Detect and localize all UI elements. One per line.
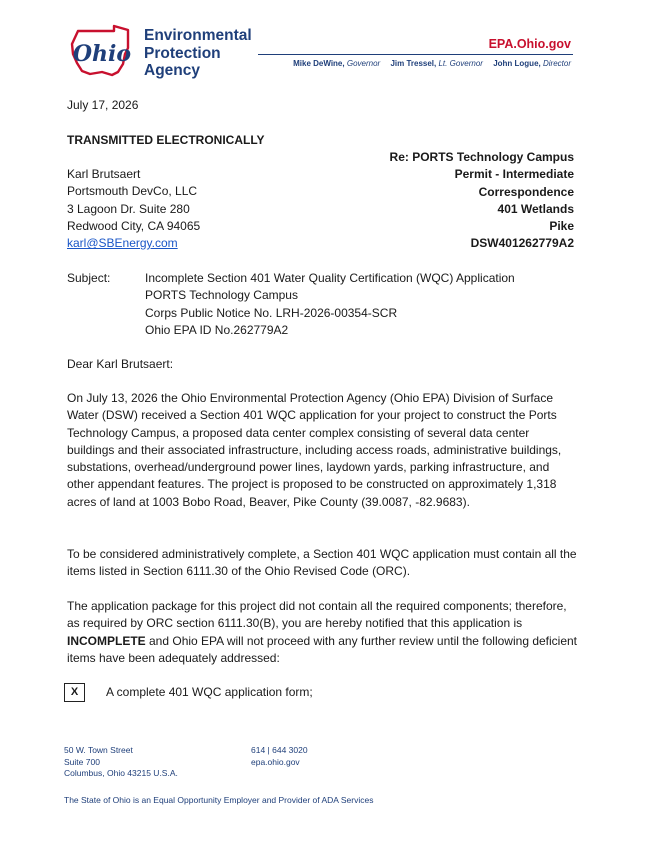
recipient-address (67, 166, 200, 252)
salutation: Dear Karl Brutsaert: (67, 357, 174, 371)
subject-line: Incomplete Section 401 Water Quality Certification (WQC) Application (145, 271, 515, 285)
subject-line: PORTS Technology Campus (145, 288, 298, 303)
subject-lines (145, 270, 515, 339)
footer-web-link[interactable]: epa.ohio.gov (251, 756, 300, 767)
footer-address-line: Columbus, Ohio 43215 U.S.A. (64, 768, 178, 778)
footer-eoe-statement: The State of Ohio is an Equal Opportunity Employer and Provider of ADA Services (64, 795, 374, 805)
footer-address (64, 745, 178, 780)
recipient-company: Portsmouth DevCo, LLC (67, 184, 198, 199)
reference-line: Correspondence (478, 184, 574, 199)
recipient-name: Karl Brutsaert (67, 167, 141, 181)
body-paragraph: To be considered administratively complete, a Section 401 WQC application must contain all the items listed in Section 6111.30 of the Ohio Revised Code (ORC). (67, 547, 577, 579)
subject-line: Corps Public Notice No. LRH-2026-00354-SCR (145, 305, 398, 320)
official-title: Director (542, 59, 571, 68)
transmittal-heading: TRANSMITTED ELECTRONICALLY (67, 133, 265, 147)
recipient-email-link[interactable]: karl@SBEnergy.com (67, 236, 178, 251)
agency-name (144, 27, 252, 80)
agency-name-line: Environmental (144, 27, 252, 44)
official-title: Governor (346, 59, 381, 68)
officials-line (293, 59, 571, 68)
reference-line: DSW401262779A2 (470, 236, 574, 251)
reference-line: Pike (549, 219, 574, 234)
official-name: Jim Tressel, (390, 59, 437, 68)
reference-block (390, 149, 574, 253)
reference-line: Re: PORTS Technology Campus (389, 150, 574, 164)
letterhead-divider (258, 54, 573, 55)
paragraph-text: The application package for this project did not contain all the required components; therefore, as required by ORC section 6111.30(B), you are hereby notified that this application is (67, 599, 567, 631)
recipient-street: 3 Lagoon Dr. Suite 280 (67, 201, 190, 216)
official-title: Lt. Governor (438, 59, 483, 68)
subject-label: Subject: (67, 271, 111, 285)
reference-line: Permit - Intermediate (454, 167, 574, 182)
incomplete-emphasis: INCOMPLETE (67, 633, 146, 648)
reference-line: 401 Wetlands (497, 201, 574, 216)
deficiency-item: A complete 401 WQC application form; (106, 685, 313, 699)
body-paragraph (67, 598, 577, 667)
subject-line: Ohio EPA ID No.262779A2 (145, 322, 289, 337)
paragraph-text: and Ohio EPA will not proceed with any further review until the following deficient items have been adequately addressed: (67, 633, 578, 665)
agency-name-line: Protection (144, 44, 221, 62)
official-name: Mike DeWine, (293, 59, 345, 68)
footer-address-line: Suite 700 (64, 756, 100, 767)
official-name: John Logue, (493, 59, 541, 68)
deficiency-checkbox[interactable]: X (64, 683, 85, 702)
agency-name-line: Agency (144, 62, 200, 79)
epa-website-link[interactable]: EPA.Ohio.gov (488, 37, 571, 51)
footer-address-line: 50 W. Town Street (64, 745, 133, 755)
recipient-city: Redwood City, CA 94065 (67, 218, 201, 233)
ohio-state-logo (68, 24, 138, 78)
footer-contact (251, 745, 308, 768)
footer-phone: 614 | 644 3020 (251, 745, 308, 755)
svg-text:Ohio: Ohio (72, 41, 132, 67)
letter-date: July 17, 2026 (67, 98, 139, 112)
body-paragraph: On July 13, 2026 the Ohio Environmental Protection Agency (Ohio EPA) Division of Surface Water (DSW) received a Section 401 WQC application for your project to construct the Ports Technology Campus, a proposed data center complex consisting of several data center buildings and their associated infrastructure, including access roads, administrative buildings, substations, overhead/underground power lines, laydown yards, parking infrastructure, and other appendant features. The project is proposed to be constructed on approximately 1,318 acres of land at 1003 Bobo Road, Beaver, Pike County (39.0087, -82.9683). (67, 391, 562, 509)
